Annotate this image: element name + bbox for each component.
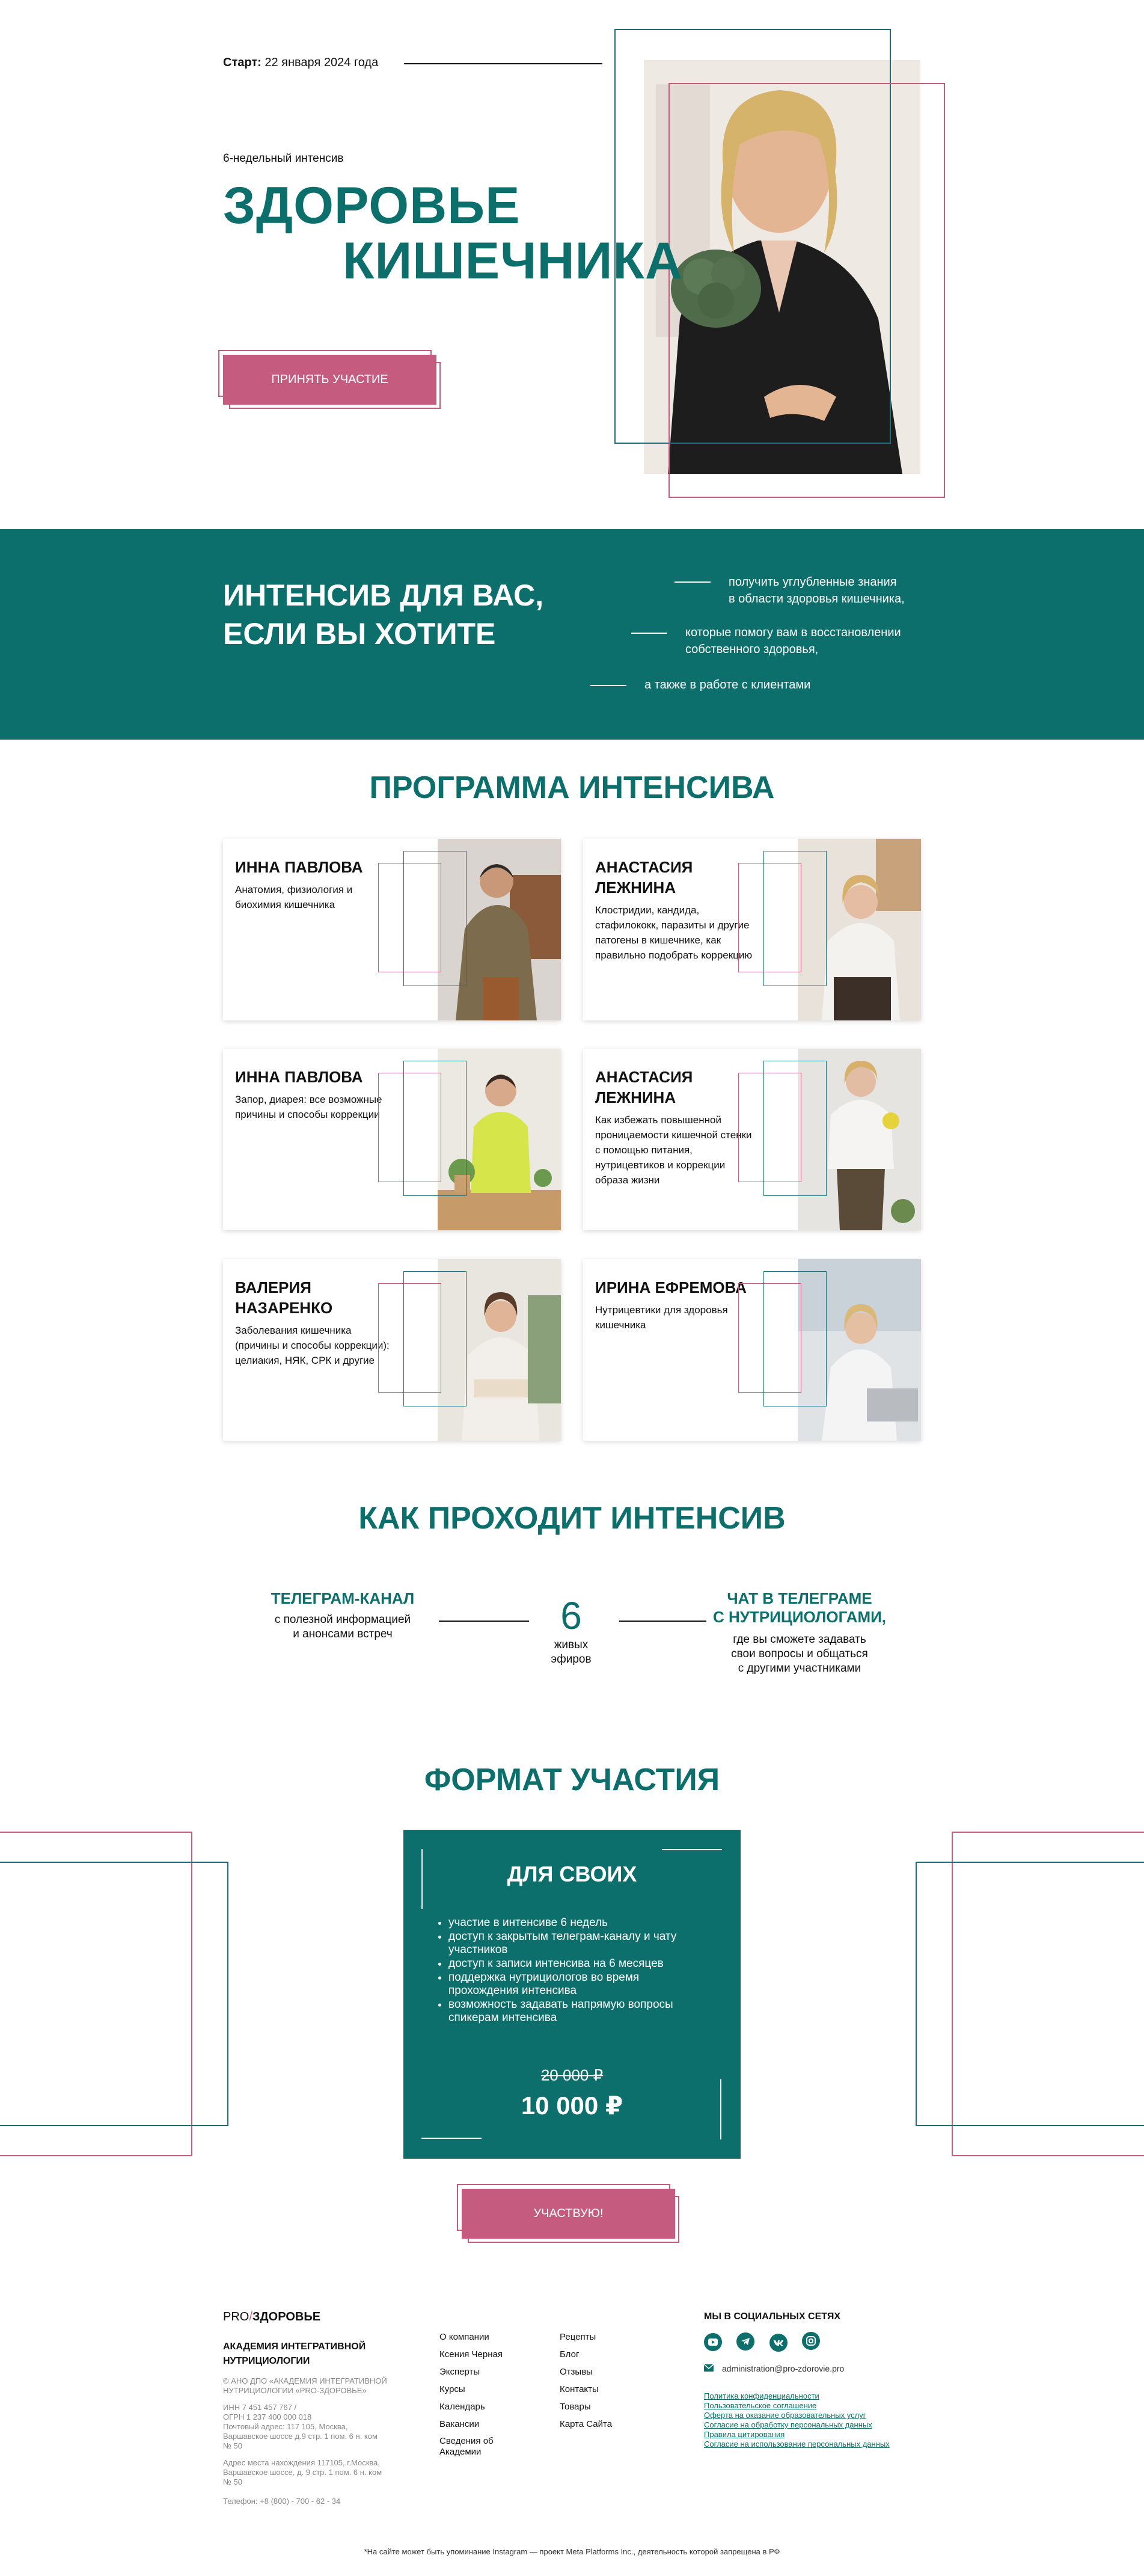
topic-text: Как избежать повышенной проницаемости кишечной стенки с помощью питания, нутрицевтиков и коррекции образа жизни xyxy=(595,1114,752,1186)
feature-item: • доступ к записи интенсива на 6 месяцев xyxy=(448,1957,701,1970)
nav-link[interactable]: Контакты xyxy=(560,2384,599,2394)
legal-link[interactable]: Оферта на оказание образовательных услуг xyxy=(704,2411,866,2420)
legal-link[interactable]: Согласие на использование персональных данных xyxy=(704,2440,890,2449)
nav-link[interactable]: Блог xyxy=(560,2349,580,2360)
nav-link[interactable]: Курсы xyxy=(439,2384,465,2394)
nav-link[interactable]: Вакансии xyxy=(439,2419,480,2429)
participate-button[interactable]: УЧАСТВУЮ! xyxy=(462,2189,675,2239)
hero-title-line2: КИШЕЧНИКА xyxy=(343,232,684,290)
telegram-icon[interactable] xyxy=(736,2332,754,2351)
instagram-icon[interactable] xyxy=(802,2332,820,2350)
nav-link[interactable]: Сведения об Академии xyxy=(439,2436,494,2457)
decor-frame xyxy=(763,851,827,986)
divider xyxy=(439,1621,529,1622)
program-card[interactable] xyxy=(583,1259,921,1441)
dash xyxy=(674,581,711,583)
program-card[interactable] xyxy=(583,1049,921,1230)
card-corner-line xyxy=(421,2138,482,2139)
feature-item: • возможность задавать напрямую вопросы спикерам интенсива xyxy=(448,1998,701,2025)
how-title: КАК ПРОХОДИТ ИНТЕНСИВ xyxy=(358,1501,786,1536)
band-item-3: а также в работе с клиентами xyxy=(644,678,811,692)
social-icons xyxy=(704,2332,832,2352)
decor-frame xyxy=(668,83,945,498)
nav-link[interactable]: Календарь xyxy=(439,2402,485,2412)
legal-link[interactable]: Правила цитирования xyxy=(704,2430,785,2439)
hero-title-line1: ЗДОРОВЬЕ xyxy=(223,177,521,235)
telegram-channel-block xyxy=(252,1589,433,1642)
decor-frame xyxy=(763,1061,827,1196)
decor-frame xyxy=(403,1061,466,1196)
topic-text: Клостридии, кандида, стафилококк, паразиты и другие патогены в кишечнике, как правильно подобрать коррекцию xyxy=(595,904,753,961)
telegram-channel-text: с полезной информацией и анонсами встреч xyxy=(274,1613,411,1640)
footer-logo[interactable]: PRO/ЗДОРОВЬЕ xyxy=(223,2310,321,2323)
divider xyxy=(619,1621,706,1622)
take-part-button[interactable]: ПРИНЯТЬ УЧАСТИЕ xyxy=(223,355,436,405)
plan-features xyxy=(448,1916,701,2025)
academy-name: АКАДЕМИЯ ИНТЕГРАТИВНОЙ НУТРИЦИОЛОГИИ xyxy=(223,2341,366,2366)
program-card[interactable] xyxy=(583,839,921,1020)
speaker-name: ВАЛЕРИЯ НАЗАРЕНКО xyxy=(235,1278,333,1317)
decor-frame xyxy=(916,1862,1144,2126)
dash xyxy=(631,633,667,634)
legal-links xyxy=(704,2391,890,2449)
program-title: ПРОГРАММА ИНТЕНСИВА xyxy=(369,770,775,805)
telegram-chat-text: где вы сможете задавать свои вопросы и общаться с другими участниками xyxy=(731,1633,868,1675)
program-card[interactable] xyxy=(223,1259,561,1441)
telegram-channel-title: ТЕЛЕГРАМ-КАНАЛ xyxy=(271,1589,415,1607)
program-card[interactable] xyxy=(223,839,561,1020)
email-link[interactable]: administration@pro-zdorovie.pro xyxy=(722,2364,845,2373)
speaker-name: ИРИНА ЕФРЕМОВА xyxy=(595,1278,747,1296)
topic-text: Нутрицевтики для здоровья кишечника xyxy=(595,1304,728,1331)
streams-count: 6 xyxy=(560,1594,582,1637)
telegram-chat-block xyxy=(697,1589,902,1676)
nav-link[interactable]: Карта Сайта xyxy=(560,2419,613,2429)
decor-frame xyxy=(0,1862,228,2126)
footer-nav-1 xyxy=(439,2328,512,2458)
topic-text: Запор, диарея: все возможные причины и способы коррекции xyxy=(235,1094,382,1120)
telegram-chat-title: ЧАТ В ТЕЛЕГРАМЕ С НУТРИЦИОЛОГАМИ, xyxy=(712,1589,887,1626)
decor-frame xyxy=(763,1271,827,1406)
card-corner-line xyxy=(662,1849,722,1850)
youtube-icon[interactable] xyxy=(704,2333,722,2351)
band-item-1: получить углубленные знания в области здоровья кишечника, xyxy=(729,575,905,606)
program-card[interactable] xyxy=(223,1049,561,1230)
speaker-name: ИННА ПАВЛОВА xyxy=(235,1068,363,1086)
band-title: ИНТЕНСИВ ДЛЯ ВАС, ЕСЛИ ВЫ ХОТИТЕ xyxy=(223,578,544,651)
divider xyxy=(404,63,602,64)
topic-text: Заболевания кишечника (причины и способы коррекции): целиакия, НЯК, СРК и другие xyxy=(235,1325,390,1366)
legal-link[interactable]: Пользовательское соглашение xyxy=(704,2401,817,2410)
legal-link[interactable]: Политика конфиденциальности xyxy=(704,2391,819,2400)
mail-icon xyxy=(704,2364,714,2373)
legal-link[interactable]: Согласие на обработку персональных данных xyxy=(704,2420,872,2429)
feature-item: • участие в интенсиве 6 недель xyxy=(448,1916,701,1930)
streams-text: живых эфиров xyxy=(551,1639,592,1666)
feature-item: • доступ к закрытым телеграм-каналу и чату участников xyxy=(448,1930,701,1957)
legal-info: © АНО ДПО «АКАДЕМИЯ ИНТЕГРАТИВНОЙ НУТРИЦИОЛОГИИ «PRO-ЗДОРОВЬЕ» ИНН 7 451 457 767 / ОГРН 1 237 400 000 018 Почтовый адрес: 117 105, Москва, Варшавское шоссе д.9 стр. 1 пом. 6 н. ком № 50 Адрес места нахождения 117105, г.Москва, Варшавское шоссе, д. 9 стр. 1 пом. 6 н. ком № 50 Телефон: +8 (800) - 700 - 62 - 34 xyxy=(223,2376,387,2506)
topic-text: Анатомия, физиология и биохимия кишечника xyxy=(235,884,353,910)
decor-frame xyxy=(403,1271,466,1406)
dash xyxy=(590,685,626,686)
live-streams-block xyxy=(529,1593,613,1667)
old-price: 20 000 ₽ xyxy=(540,2066,604,2084)
nav-link[interactable]: Отзывы xyxy=(560,2367,593,2377)
nav-link[interactable]: О компании xyxy=(439,2332,489,2342)
nav-link[interactable]: Товары xyxy=(560,2402,591,2412)
intro-band xyxy=(0,529,1144,740)
footer-nav-2 xyxy=(560,2328,650,2433)
vk-icon[interactable] xyxy=(769,2334,788,2352)
band-item-2: которые помогу вам в восстановлении собственного здоровья, xyxy=(685,626,901,656)
speaker-name: АНАСТАСИЯ ЛЕЖНИНА xyxy=(595,858,693,897)
format-title: ФОРМАТ УЧАСТИЯ xyxy=(424,1762,720,1797)
nav-link[interactable]: Эксперты xyxy=(439,2367,480,2377)
nav-link[interactable]: Рецепты xyxy=(560,2332,596,2342)
email-row[interactable] xyxy=(704,2364,844,2373)
speaker-name: ИННА ПАВЛОВА xyxy=(235,858,363,876)
pricing-card xyxy=(403,1830,741,2159)
social-title: МЫ В СОЦИАЛЬНЫХ СЕТЯХ xyxy=(704,2311,840,2322)
feature-item: • поддержка нутрициологов во время прохождения интенсива xyxy=(448,1971,701,1998)
footer-disclaimer: *На сайте может быть упоминание Instagram — проект Meta Platforms Inc., деятельность которой запрещена в РФ xyxy=(364,2547,780,2556)
hero-subtitle: 6-недельный интенсив xyxy=(223,152,344,165)
start-date: Старт: 22 января 2024 года xyxy=(223,56,379,69)
nav-link[interactable]: Ксения Черная xyxy=(439,2349,503,2360)
speaker-name: АНАСТАСИЯ ЛЕЖНИНА xyxy=(595,1068,693,1106)
decor-frame xyxy=(403,851,466,986)
plan-title: ДЛЯ СВОИХ xyxy=(507,1862,637,1886)
participate-cta-wrap xyxy=(457,2184,679,2243)
new-price: 10 000 ₽ xyxy=(521,2091,623,2120)
hero-cta-wrap xyxy=(218,350,441,409)
